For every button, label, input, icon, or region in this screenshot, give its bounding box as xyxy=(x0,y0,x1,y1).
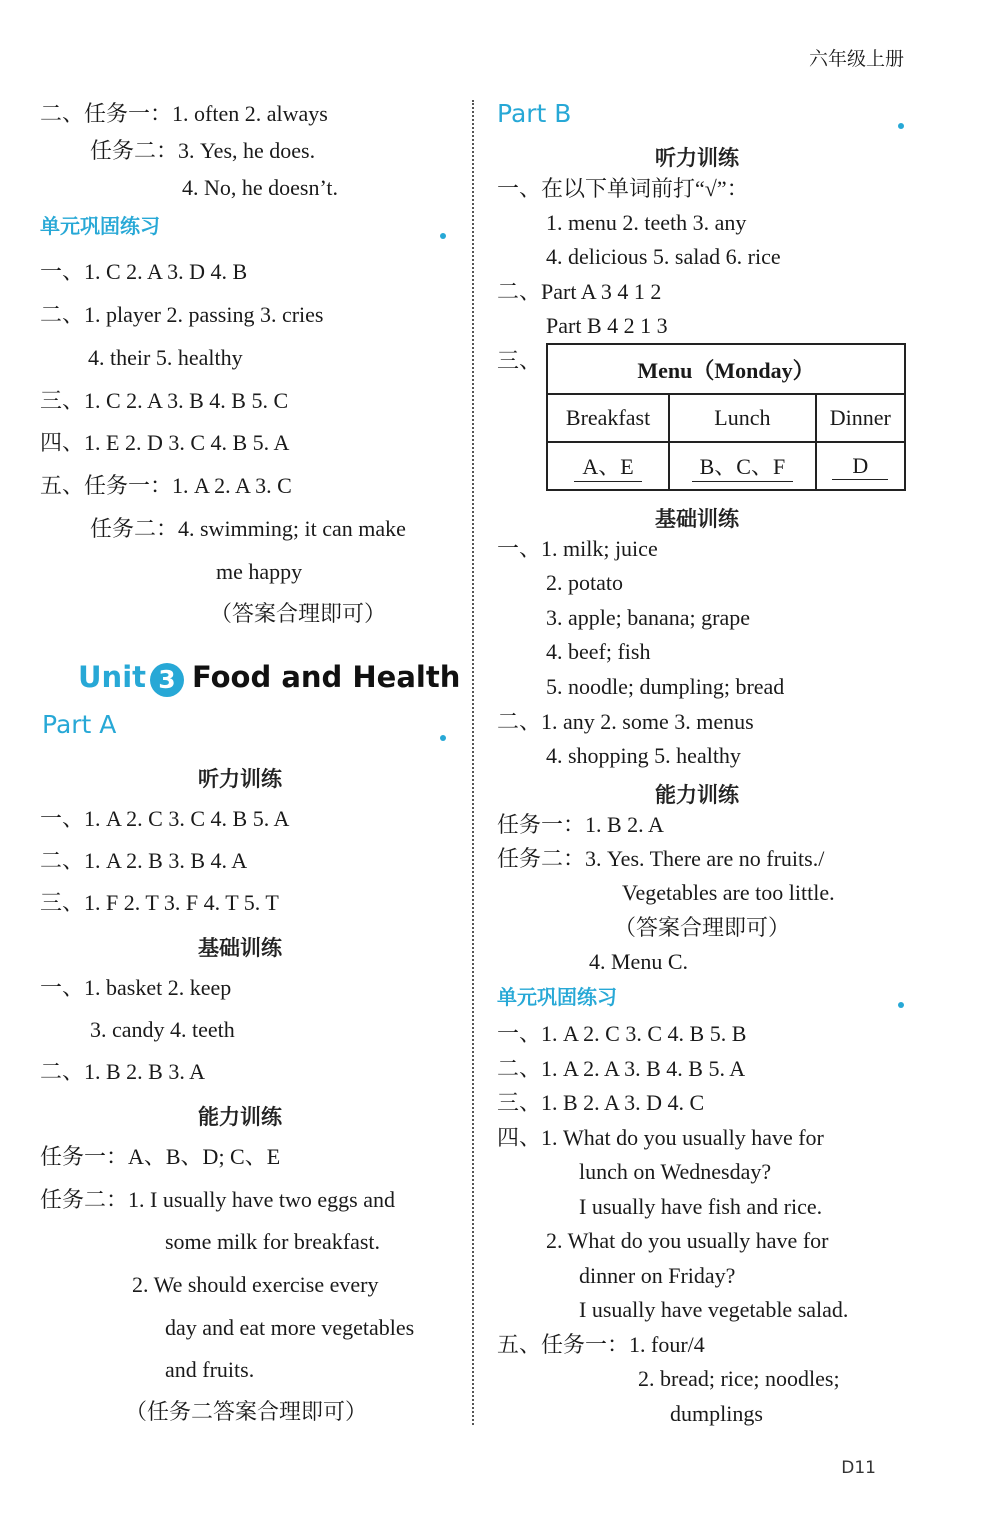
answer-line: 任务二：1. I usually have two eggs and xyxy=(40,1187,395,1212)
answer-line: 三、1. F 2. T 3. F 4. T 5. T xyxy=(40,890,279,915)
answer-line: 二、1. A 2. A 3. B 4. B 5. A xyxy=(497,1056,746,1081)
unit-title xyxy=(78,660,460,700)
answer-note: （答案合理即可） xyxy=(210,601,387,626)
answer-line: 一、1. basket 2. keep xyxy=(40,975,232,1000)
section-title-basic: 基础训练 xyxy=(655,507,739,531)
answer-line: day and eat more vegetables xyxy=(165,1315,415,1340)
answer-line: 4. Menu C. xyxy=(589,949,688,974)
unit-word: Unit xyxy=(78,660,146,694)
grade-label: 六年级上册 xyxy=(808,48,904,70)
part-b-title: Part B xyxy=(497,99,572,128)
menu-table xyxy=(546,343,906,491)
section-title-listening: 听力训练 xyxy=(198,767,282,791)
answer-line: Vegetables are too little. xyxy=(622,880,835,905)
answer-line: 2. bread; rice; noodles; xyxy=(638,1366,840,1391)
answer-line: 4. delicious 5. salad 6. rice xyxy=(546,244,781,269)
menu-answer-dinner: D xyxy=(832,453,888,480)
menu-answer-breakfast: A、E xyxy=(574,450,641,482)
answer-line: 二、任务一：1. often 2. always xyxy=(40,101,328,126)
unit-number-badge: 3 xyxy=(150,663,184,697)
answer-line: 4. their 5. healthy xyxy=(88,345,243,370)
answer-line: 任务二：3. Yes, he does. xyxy=(90,138,316,163)
section-title-ability: 能力训练 xyxy=(655,783,739,807)
answer-line: 任务一：A、B、D; C、E xyxy=(40,1144,281,1169)
section-title-consolidation: 单元巩固练习 xyxy=(497,985,617,1009)
menu-header-breakfast: Breakfast xyxy=(547,394,669,442)
answer-line: 三、1. C 2. A 3. B 4. B 5. C xyxy=(40,388,289,413)
answer-line: 3. candy 4. teeth xyxy=(90,1017,235,1042)
answer-line: 五、任务一：1. four/4 xyxy=(497,1332,705,1357)
part-a-title: Part A xyxy=(42,710,117,739)
answer-line: 一、1. C 2. A 3. D 4. B xyxy=(40,259,248,284)
section-title-basic: 基础训练 xyxy=(198,936,282,960)
answer-line: 二、1. A 2. B 3. B 4. A xyxy=(40,848,248,873)
answer-note: （任务二答案合理即可） xyxy=(125,1399,368,1424)
answer-line: 任务一：1. B 2. A xyxy=(497,812,664,837)
unit-name: Food and Health xyxy=(192,660,461,694)
answer-line: 二、Part A 3 4 1 2 xyxy=(497,279,662,304)
section-title-listening: 听力训练 xyxy=(655,146,739,170)
answer-line: 三、 xyxy=(497,348,542,373)
answer-line: 一、1. A 2. C 3. C 4. B 5. A xyxy=(40,806,290,831)
decor-dot xyxy=(440,735,446,741)
answer-line: 四、1. What do you usually have for xyxy=(497,1125,824,1150)
answer-line: 2. potato xyxy=(546,570,623,595)
menu-answer-cell xyxy=(816,442,905,490)
answer-line: dumplings xyxy=(670,1401,763,1426)
menu-header-dinner: Dinner xyxy=(816,394,905,442)
answer-line: I usually have vegetable salad. xyxy=(579,1297,849,1322)
answer-line: 二、1. player 2. passing 3. cries xyxy=(40,302,324,327)
answer-line: 二、1. any 2. some 3. menus xyxy=(497,709,754,734)
decor-dot xyxy=(440,233,446,239)
answer-line: 5. noodle; dumpling; bread xyxy=(546,674,785,699)
answer-line: 五、任务一：1. A 2. A 3. C xyxy=(40,473,292,498)
answer-line: 4. shopping 5. healthy xyxy=(546,743,741,768)
answer-line: and fruits. xyxy=(165,1357,255,1382)
menu-header-lunch: Lunch xyxy=(669,394,816,442)
answer-line: 1. menu 2. teeth 3. any xyxy=(546,210,747,235)
answer-line: some milk for breakfast. xyxy=(165,1229,381,1254)
menu-answer-lunch: B、C、F xyxy=(692,450,794,482)
answer-line: 一、1. A 2. C 3. C 4. B 5. B xyxy=(497,1021,747,1046)
decor-dot xyxy=(898,1002,904,1008)
answer-line: Part B 4 2 1 3 xyxy=(546,313,668,338)
menu-answer-cell xyxy=(547,442,669,490)
answer-line: 二、1. B 2. B 3. A xyxy=(40,1059,206,1084)
answer-line: 任务二：3. Yes. There are no fruits./ xyxy=(497,846,825,871)
section-title-consolidation: 单元巩固练习 xyxy=(40,214,160,238)
answer-line: 一、在以下单词前打“√”： xyxy=(497,176,749,201)
answer-line: 三、1. B 2. A 3. D 4. C xyxy=(497,1090,705,1115)
answer-line: dinner on Friday? xyxy=(579,1263,736,1288)
menu-table-title: Menu（Monday） xyxy=(547,344,905,394)
answer-line: I usually have fish and rice. xyxy=(579,1194,823,1219)
answer-line: lunch on Wednesday? xyxy=(579,1159,772,1184)
answer-note: （答案合理即可） xyxy=(614,915,791,940)
decor-dot xyxy=(898,123,904,129)
answer-line: 4. No, he doesn’t. xyxy=(182,175,339,200)
menu-answer-cell xyxy=(669,442,816,490)
answer-line: 一、1. milk; juice xyxy=(497,536,658,561)
answer-line: 任务二：4. swimming; it can make xyxy=(90,516,406,541)
answer-line: 4. beef; fish xyxy=(546,639,651,664)
answer-line: 2. What do you usually have for xyxy=(546,1228,829,1253)
page-number: D11 xyxy=(841,1458,876,1478)
section-title-ability: 能力训练 xyxy=(198,1105,282,1129)
answer-line: me happy xyxy=(216,559,303,584)
column-divider xyxy=(472,100,474,1425)
answer-line: 2. We should exercise every xyxy=(132,1272,379,1297)
answer-line: 四、1. E 2. D 3. C 4. B 5. A xyxy=(40,430,290,455)
answer-line: 3. apple; banana; grape xyxy=(546,605,751,630)
